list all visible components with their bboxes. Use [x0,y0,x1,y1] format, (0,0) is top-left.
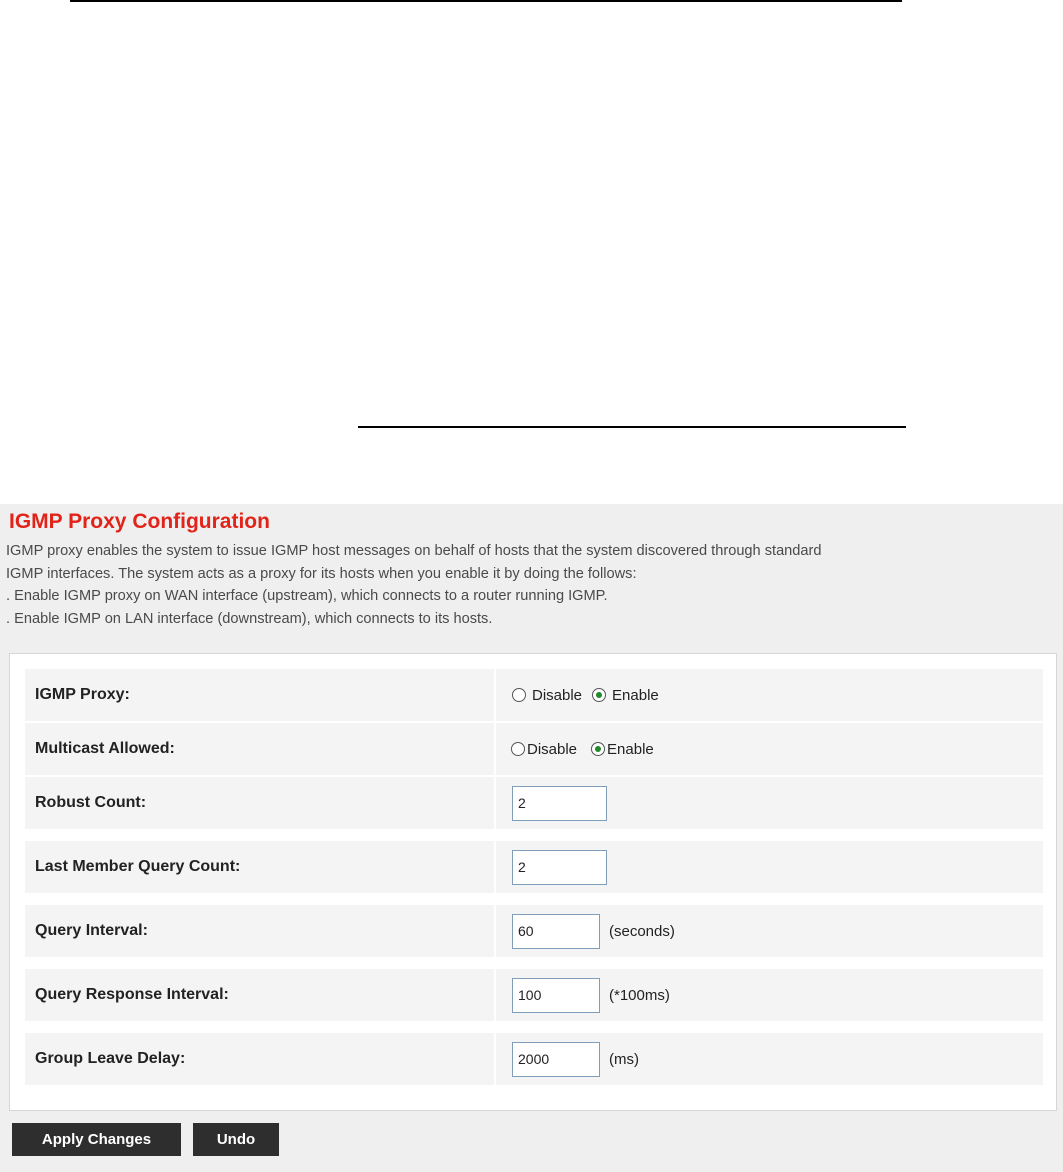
page-title: IGMP Proxy Configuration [9,510,270,533]
group-leave-delay-input[interactable] [512,1042,600,1077]
multicast-disable-label: Disable [527,740,578,758]
group-leave-delay-label: Group Leave Delay: [25,1033,494,1085]
igmp-proxy-radio-group [512,687,669,704]
robust-count-value [496,777,1043,829]
multicast-enable-option[interactable] [591,741,654,758]
igmp-proxy-enable-radio[interactable] [592,688,606,702]
group-leave-delay-value [496,1033,1043,1085]
description-line: . Enable IGMP proxy on WAN interface (upstream), which connects to a router running IGMP. [6,588,608,604]
query-response-interval-row [25,969,1043,1021]
multicast-allowed-label: Multicast Allowed: [25,723,494,775]
multicast-disable-radio[interactable] [511,742,525,756]
igmp-proxy-disable-label: Disable [532,686,583,704]
last-member-query-count-input[interactable] [512,850,607,885]
igmp-proxy-enable-label: Enable [612,686,659,704]
group-leave-delay-row [25,1033,1043,1085]
undo-button[interactable]: Undo [193,1123,279,1156]
config-form [9,653,1057,1111]
query-response-interval-input[interactable] [512,978,600,1013]
description-line: IGMP interfaces. The system acts as a proxy for its hosts when you enable it by doing the follows: [6,565,637,582]
query-response-interval-unit: (*100ms) [609,986,670,1004]
igmp-proxy-panel [0,504,1063,1172]
middle-divider [358,426,906,428]
group-leave-delay-unit: (ms) [609,1050,639,1068]
multicast-enable-radio[interactable] [591,742,605,756]
multicast-allowed-row [25,723,1043,775]
robust-count-label: Robust Count: [25,777,494,829]
query-interval-label: Query Interval: [25,905,494,957]
query-response-interval-value [496,969,1043,1021]
last-member-query-count-value [496,841,1043,893]
description-line: . Enable IGMP on LAN interface (downstream), which connects to its hosts. [6,610,493,627]
top-divider [70,0,902,2]
query-interval-row [25,905,1043,957]
igmp-proxy-value [496,669,1043,721]
last-member-query-count-row [25,841,1043,893]
last-member-query-count-label: Last Member Query Count: [25,841,494,893]
robust-count-row [25,777,1043,829]
multicast-allowed-radio-group [511,741,668,758]
multicast-allowed-value [496,723,1043,775]
igmp-proxy-row [25,669,1043,721]
query-interval-value [496,905,1043,957]
igmp-proxy-disable-radio[interactable] [512,688,526,702]
page-description [6,540,1056,630]
robust-count-input[interactable] [512,786,607,821]
multicast-enable-label: Enable [607,740,654,758]
multicast-disable-option[interactable] [511,741,577,758]
description-line: IGMP proxy enables the system to issue IGMP host messages on behalf of hosts that the system discovered through standard [6,543,822,559]
form-buttons [12,1123,279,1156]
igmp-proxy-enable-option[interactable] [592,687,659,704]
igmp-proxy-disable-option[interactable] [512,687,582,704]
apply-changes-button[interactable]: Apply Changes [12,1123,181,1156]
query-interval-input[interactable] [512,914,600,949]
igmp-proxy-label: IGMP Proxy: [25,669,494,721]
query-interval-unit: (seconds) [609,922,675,940]
query-response-interval-label: Query Response Interval: [25,969,494,1021]
